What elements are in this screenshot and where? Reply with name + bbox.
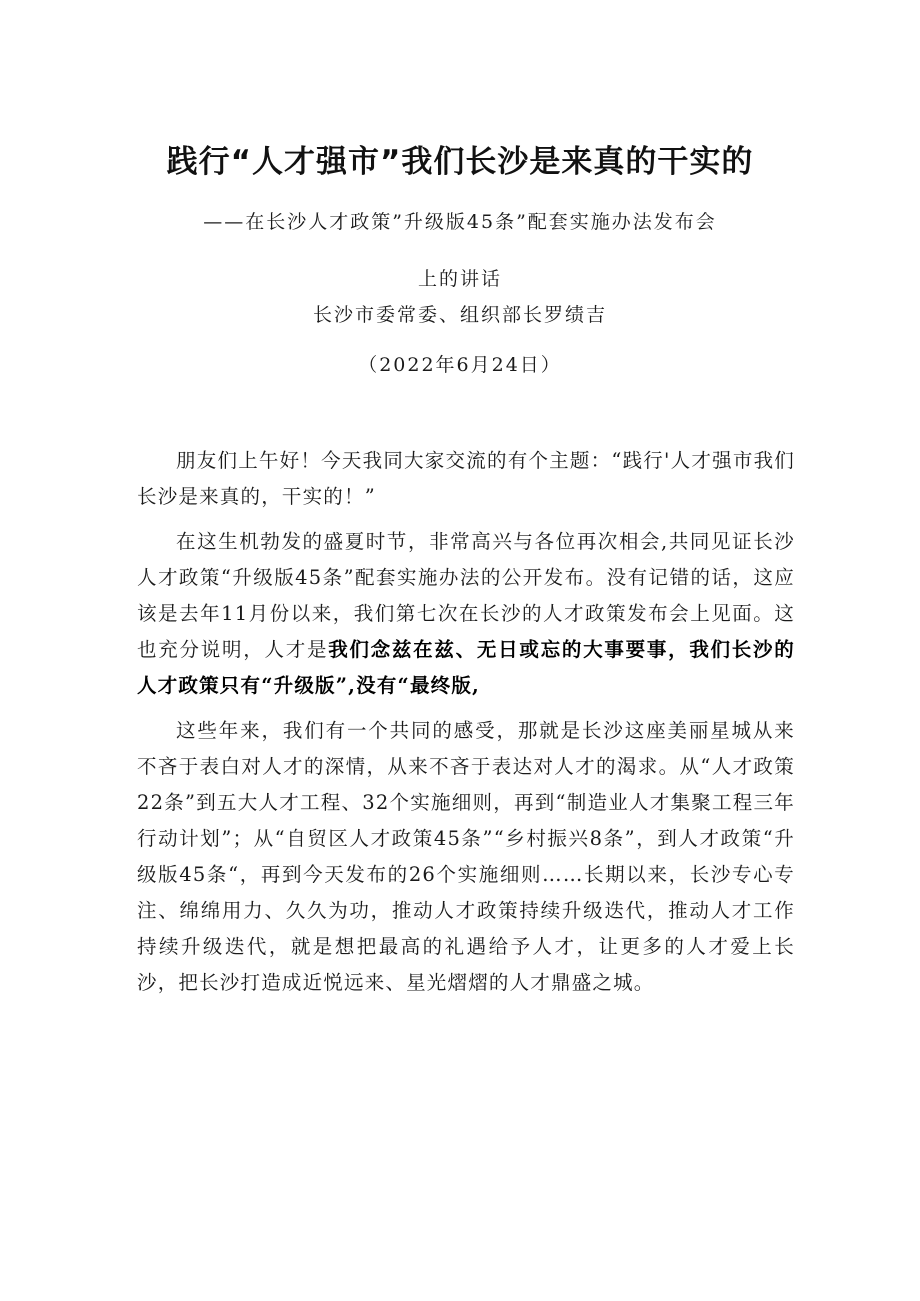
subtitle-continuation: 上的讲话: [417, 268, 502, 290]
document-subtitle: ——在长沙人才政策”升级版45条”配套实施办法发布会: [203, 211, 717, 233]
paragraph-occasion-text: 在这生机勃发的盛夏时节，非常高兴与各位再次相会,共同见证长沙人才政策“升级版45条”配套实施办法的公开发布。没有记错的话，这应该是去年11月份以来，我们第七次在长沙的人才政策发布会上见面。这也充分说明，人才是: [137, 530, 795, 661]
speaker-line: 长沙市委常委、组织部长罗绩吉: [312, 304, 607, 326]
document-title: 践行“人才强市”我们长沙是来真的干实的: [166, 144, 754, 180]
document-body: [137, 443, 795, 1010]
paragraph-greeting: 朋友们上午好！今天我同大家交流的有个主题：“践行'人才强市我们长沙是来真的，干实的！”: [137, 449, 795, 508]
date-line: （2022年6月24日）: [358, 354, 562, 376]
paragraph-history: 这些年来，我们有一个共同的感受，那就是长沙这座美丽星城从来不吝于表白对人才的深情，从来不吝于表达对人才的渴求。从“人才政策22条”到五大人才工程、32个实施细则，再到“制造业人才集聚工程三年行动计划”；从“自贸区人才政策45条”“乡村振兴8条”，到人才政策“升级版45条“，再到今天发布的26个实施细则……长期以来，长沙专心专注、绵绵用力、久久为功，推动人才政策持续升级迭代，推动人才工作持续升级迭代，就是想把最高的礼遇给予人才，让更多的人才爱上长沙，把长沙打造成近悦远来、星光熠熠的人才鼎盛之城。: [137, 719, 795, 994]
paragraph-occasion-emphasis: 我们念兹在兹、无日或忘的大事要事，我们长沙的人才政策只有“升级版”,没有“最终版,: [137, 638, 795, 697]
paragraph-occasion: [137, 524, 795, 704]
